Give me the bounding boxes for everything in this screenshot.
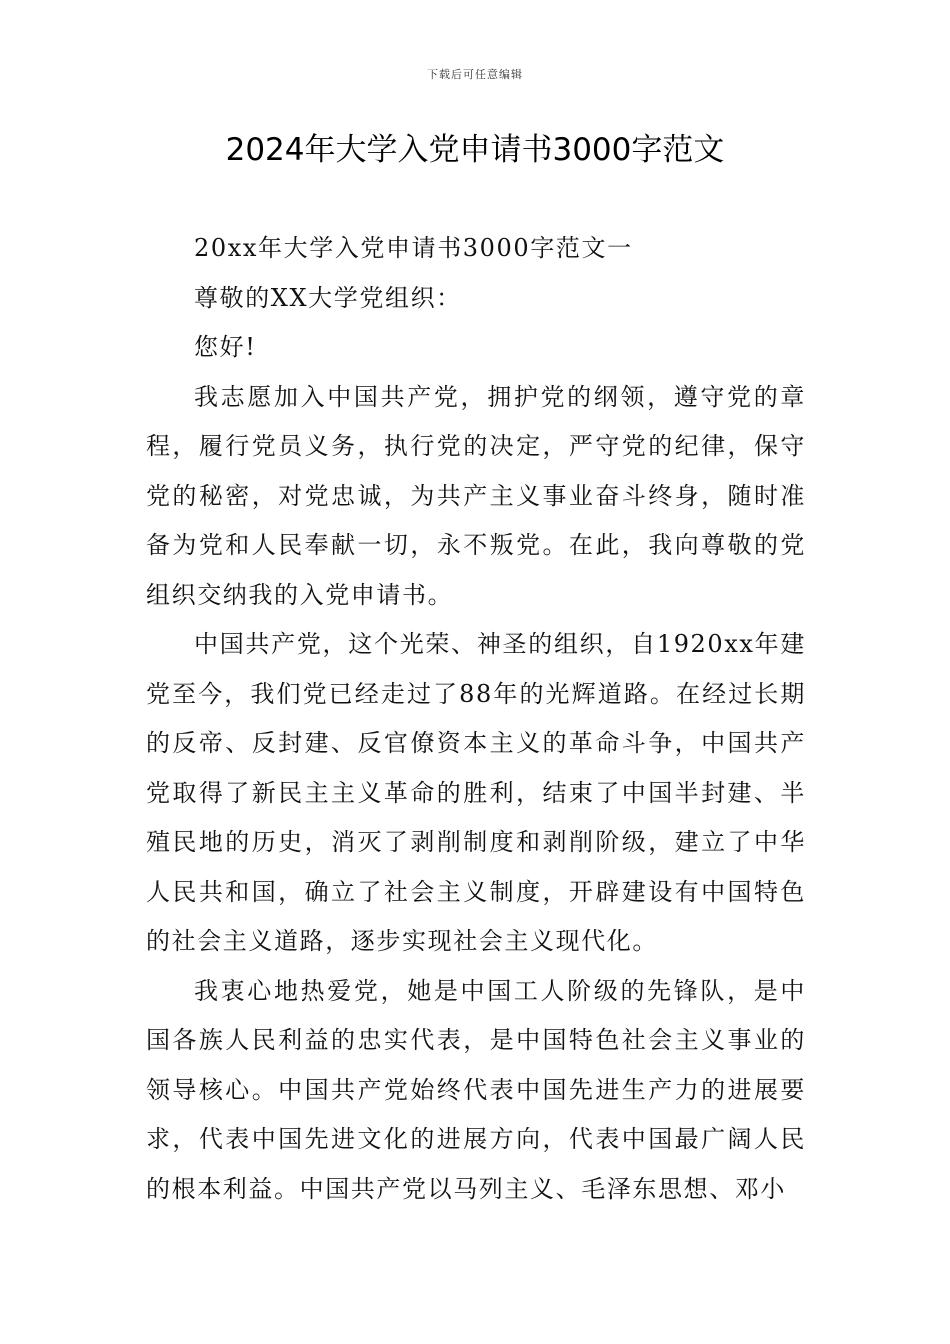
paragraph-body: 中国共产党，这个光荣、神圣的组织，自1920xx年建党至今，我们党已经走过了88年的光辉道路。在经过长期的反帝、反封建、反官僚资本主义的革命斗争，中国共产党取得了新民主主义革命的胜利，结束了中国半封建、半殖民地的历史，消灭了剥削制度和剥削阶级，建立了中华人民共和国，确立了社会主义制度，开辟建设有中国特色的社会主义道路，逐步实现社会主义现代化。 <box>146 630 806 955</box>
paragraph-subtitle: 20xx年大学入党申请书3000字范文一 <box>194 234 633 262</box>
paragraph-salutation: 尊敬的XX大学党组织： <box>194 283 462 312</box>
paragraph-body: 我志愿加入中国共产党，拥护党的纲领，遵守党的章程，履行党员义务，执行党的决定，严守党的纪律，保守党的秘密，对党忠诚，为共产主义事业奋斗终身，随时准备为党和人民奉献一切，永不叛党。在此，我向尊敬的党组织交纳我的入党申请书。 <box>146 382 806 609</box>
paragraph-greeting: 您好! <box>194 333 257 361</box>
document-title: 2024年大学入党申请书3000字范文 <box>225 132 725 168</box>
paragraph-body: 我衷心地热爱党，她是中国工人阶级的先锋队，是中国各族人民利益的忠实代表，是中国特色社会主义事业的领导核心。中国共产党始终代表中国先进生产力的进展要求，代表中国先进文化的进展方向，代表中国最广阔人民的根本利益。中国共产党以马列主义、毛泽东思想、邓小 <box>146 976 806 1203</box>
document-body <box>146 224 806 1214</box>
header-note: 下载后可任意编辑 <box>427 68 523 81</box>
